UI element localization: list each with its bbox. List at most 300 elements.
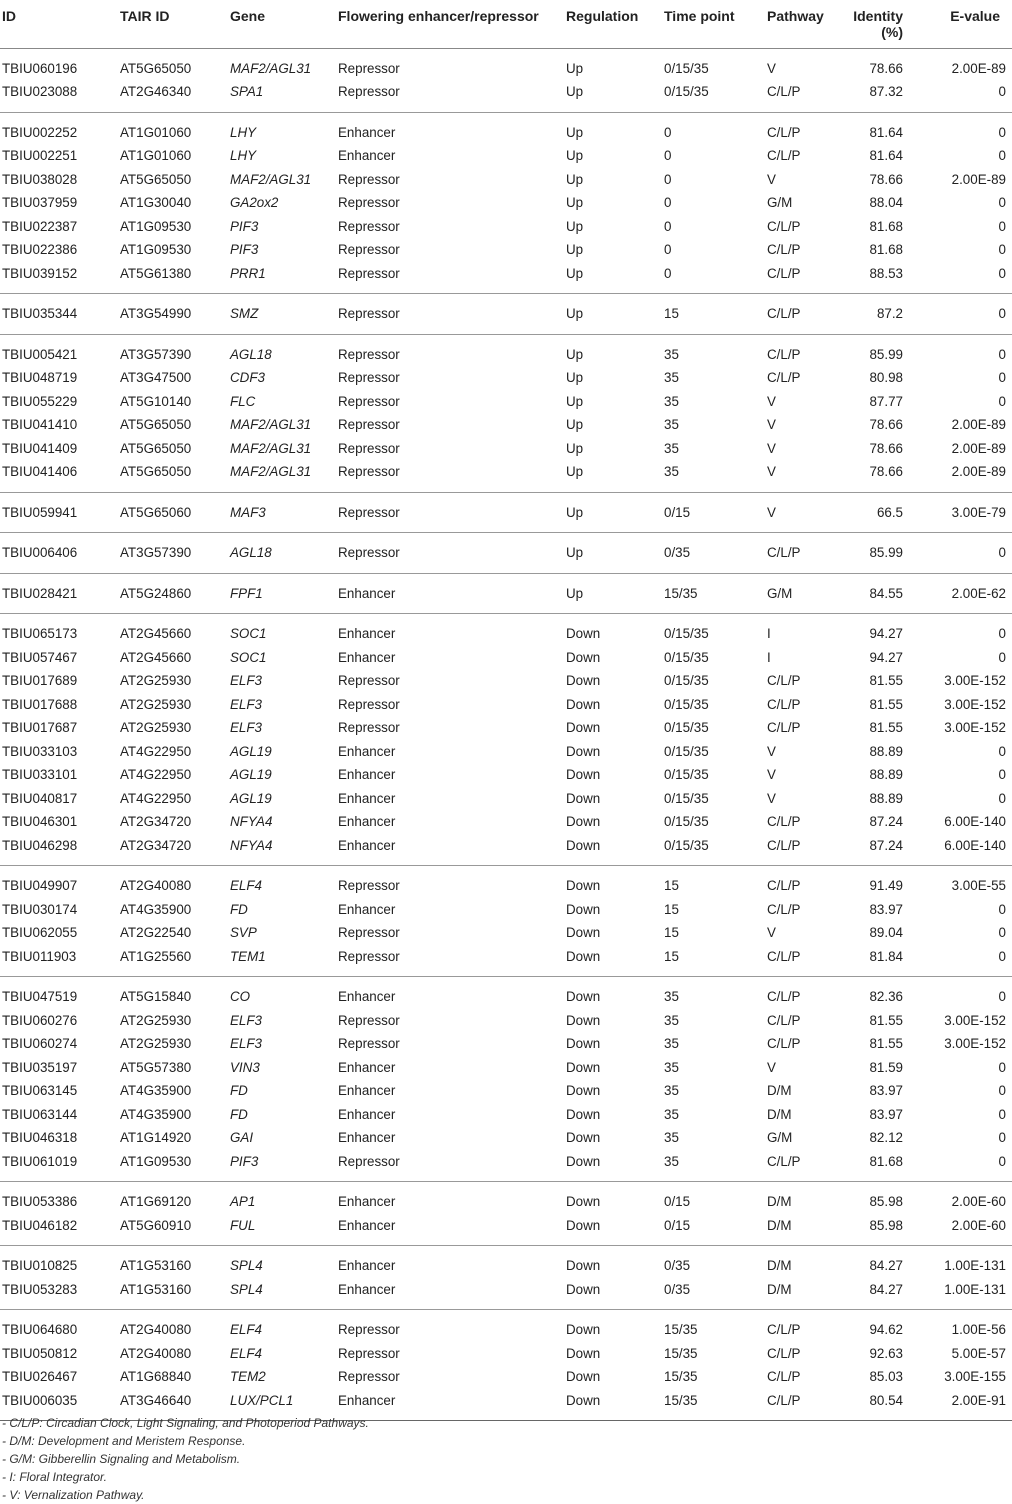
cell-flowering: Repressor: [338, 878, 400, 893]
cell-time-point: 0/15/35: [664, 814, 709, 829]
cell-identity: 80.98: [869, 370, 903, 385]
cell-flowering: Repressor: [338, 417, 400, 432]
cell-evalue: 0: [998, 790, 1006, 806]
cell-time-point: 35: [664, 393, 679, 409]
cell-evalue: 0: [998, 1059, 1006, 1075]
table-row: [0, 48, 1012, 80]
cell-pathway: C/L/P: [767, 1012, 801, 1028]
cell-regulation: Down: [566, 1130, 601, 1145]
cell-id: TBIU033101: [2, 767, 78, 782]
footnote: - D/M: Development and Meristem Response.: [2, 1434, 246, 1448]
cell-id: TBIU026467: [2, 1369, 78, 1384]
cell-id: TBIU022386: [2, 242, 78, 257]
cell-regulation: Down: [566, 720, 601, 735]
cell-tair-id: AT1G30040: [120, 195, 192, 210]
cell-flowering: Repressor: [338, 464, 400, 479]
cell-evalue: 0: [998, 649, 1006, 665]
cell-identity: 81.68: [869, 242, 903, 257]
cell-pathway: V: [767, 790, 776, 806]
cell-time-point: 35: [664, 346, 679, 362]
cell-id: TBIU041406: [2, 464, 78, 479]
cell-identity: 78.66: [869, 417, 903, 432]
cell-evalue: 0: [998, 148, 1006, 163]
table-row: [0, 1056, 1012, 1080]
cell-tair-id: AT2G40080: [120, 1345, 192, 1361]
cell-tair-id: AT3G57390: [120, 346, 192, 362]
cell-flowering: Enhancer: [338, 626, 396, 641]
cell-id: TBIU062055: [2, 925, 78, 940]
cell-flowering: Enhancer: [338, 814, 396, 829]
cell-gene: PRR1: [230, 265, 266, 281]
cell-pathway: C/L/P: [767, 84, 801, 99]
cell-tair-id: AT2G40080: [120, 1322, 192, 1337]
cell-gene: LHY: [230, 124, 257, 140]
cell-gene: MAF2/AGL31: [230, 171, 312, 187]
table-row: [0, 366, 1012, 390]
cell-gene: FUL: [230, 1217, 256, 1233]
header-evalue: E-value: [929, 0, 1012, 48]
cell-flowering: Repressor: [338, 1345, 400, 1361]
cell-identity: 80.54: [869, 1392, 903, 1408]
cell-pathway: C/L/P: [767, 218, 801, 234]
cell-time-point: 0/35: [664, 545, 691, 560]
cell-evalue: 6.00E-140: [944, 837, 1006, 853]
cell-time-point: 35: [664, 370, 679, 385]
table-row: [0, 533, 1012, 574]
cell-pathway: C/L/P: [767, 696, 801, 712]
cell-time-point: 0/35: [664, 1258, 691, 1273]
cell-evalue: 0: [998, 1153, 1006, 1169]
cell-identity: 87.2: [876, 306, 903, 321]
cell-gene: AGL19: [230, 743, 272, 759]
cell-regulation: Up: [566, 585, 584, 601]
cell-regulation: Down: [566, 1281, 601, 1297]
table-row: [0, 144, 1012, 168]
cell-gene: NFYA4: [230, 814, 273, 829]
cell-gene: CDF3: [230, 370, 265, 385]
cell-time-point: 35: [664, 1130, 679, 1145]
row-group: [0, 1310, 1012, 1421]
cell-gene: ELF3: [230, 720, 263, 735]
cell-identity: 87.24: [869, 837, 903, 853]
table-row: [0, 787, 1012, 811]
cell-tair-id: AT1G25560: [120, 948, 192, 964]
cell-regulation: Up: [566, 370, 584, 385]
cell-evalue: 2.00E-60: [951, 1217, 1006, 1233]
cell-identity: 84.27: [869, 1258, 903, 1273]
cell-id: TBIU048719: [2, 370, 78, 385]
cell-flowering: Repressor: [338, 195, 400, 210]
cell-gene: FPF1: [230, 585, 263, 601]
header-regulation: Regulation: [566, 0, 664, 48]
cell-evalue: 0: [998, 195, 1006, 210]
cell-time-point: 0/15/35: [664, 837, 709, 853]
cell-identity: 85.98: [869, 1217, 903, 1233]
cell-tair-id: AT1G09530: [120, 1153, 192, 1169]
row-group: [0, 866, 1012, 977]
cell-id: TBIU046298: [2, 837, 78, 853]
cell-id: TBIU006406: [2, 545, 78, 560]
cell-time-point: 35: [664, 1083, 679, 1098]
cell-gene: SOC1: [230, 649, 267, 665]
cell-pathway: V: [767, 743, 776, 759]
cell-regulation: Down: [566, 1258, 601, 1273]
cell-time-point: 35: [664, 1106, 679, 1122]
cell-pathway: D/M: [767, 1106, 792, 1122]
cell-time-point: 0: [664, 195, 672, 210]
cell-pathway: C/L/P: [767, 242, 801, 257]
cell-regulation: Down: [566, 814, 601, 829]
cell-time-point: 0/15: [664, 1217, 691, 1233]
cell-flowering: Enhancer: [338, 901, 396, 917]
cell-identity: 85.99: [869, 346, 903, 362]
cell-pathway: C/L/P: [767, 1392, 801, 1408]
cell-flowering: Repressor: [338, 1036, 400, 1051]
cell-time-point: 0/15/35: [664, 60, 709, 76]
cell-time-point: 0/15/35: [664, 84, 709, 99]
cell-regulation: Down: [566, 1217, 601, 1233]
cell-time-point: 0/15/35: [664, 673, 709, 688]
cell-regulation: Up: [566, 346, 584, 362]
cell-evalue: 0: [998, 545, 1006, 560]
cell-pathway: V: [767, 440, 776, 456]
cell-pathway: C/L/P: [767, 814, 801, 829]
cell-time-point: 0/15: [664, 1194, 691, 1209]
cell-pathway: C/L/P: [767, 346, 801, 362]
cell-regulation: Down: [566, 925, 601, 940]
cell-id: TBIU046301: [2, 814, 78, 829]
cell-flowering: Repressor: [338, 1369, 400, 1384]
table-row: [0, 413, 1012, 437]
cell-regulation: Down: [566, 878, 601, 893]
cell-time-point: 0: [664, 124, 672, 140]
table-row: [0, 80, 1012, 112]
cell-flowering: Repressor: [338, 948, 400, 964]
cell-identity: 66.5: [876, 504, 903, 520]
cell-evalue: 3.00E-55: [951, 878, 1006, 893]
cell-regulation: Up: [566, 545, 584, 560]
cell-evalue: 0: [998, 265, 1006, 281]
cell-id: TBIU057467: [2, 649, 78, 665]
cell-flowering: Repressor: [338, 346, 400, 362]
cell-gene: ELF4: [230, 878, 263, 893]
cell-regulation: Up: [566, 171, 584, 187]
cell-evalue: 2.00E-89: [951, 417, 1006, 432]
cell-pathway: C/L/P: [767, 878, 801, 893]
table-row: [0, 1103, 1012, 1127]
cell-identity: 88.89: [869, 767, 903, 782]
cell-regulation: Down: [566, 1322, 601, 1337]
cell-regulation: Up: [566, 195, 584, 210]
cell-id: TBIU061019: [2, 1153, 78, 1169]
cell-gene: CO: [230, 989, 251, 1004]
table-row: [0, 1150, 1012, 1182]
cell-gene: AGL18: [230, 346, 272, 362]
cell-time-point: 0: [664, 218, 672, 234]
cell-evalue: 0: [998, 743, 1006, 759]
cell-regulation: Up: [566, 440, 584, 456]
cell-gene: AP1: [230, 1194, 256, 1209]
cell-regulation: Down: [566, 1369, 601, 1384]
cell-time-point: 35: [664, 464, 679, 479]
table-row: [0, 1182, 1012, 1214]
cell-pathway: V: [767, 393, 776, 409]
cell-regulation: Up: [566, 124, 584, 140]
cell-evalue: 1.00E-131: [944, 1281, 1006, 1297]
cell-gene: PIF3: [230, 218, 259, 234]
cell-identity: 81.84: [869, 948, 903, 964]
cell-gene: LHY: [230, 148, 257, 163]
footnote: - C/L/P: Circadian Clock, Light Signaling, and Photoperiod Pathways.: [2, 1416, 369, 1430]
cell-identity: 83.97: [869, 1106, 903, 1122]
cell-identity: 78.66: [869, 60, 903, 76]
cell-gene: ELF3: [230, 1012, 263, 1028]
cell-flowering: Enhancer: [338, 585, 396, 601]
cell-tair-id: AT4G22950: [120, 767, 192, 782]
cell-evalue: 0: [998, 901, 1006, 917]
cell-evalue: 2.00E-89: [951, 440, 1006, 456]
cell-gene: PIF3: [230, 1153, 259, 1169]
cell-gene: FD: [230, 1083, 248, 1098]
cell-id: TBIU063144: [2, 1106, 78, 1122]
cell-flowering: Repressor: [338, 696, 400, 712]
cell-time-point: 0/15/35: [664, 720, 709, 735]
cell-time-point: 35: [664, 1012, 679, 1028]
cell-flowering: Enhancer: [338, 837, 396, 853]
cell-flowering: Enhancer: [338, 989, 396, 1004]
cell-gene: NFYA4: [230, 837, 273, 853]
cell-time-point: 0: [664, 171, 672, 187]
cell-time-point: 15: [664, 948, 679, 964]
cell-identity: 81.59: [869, 1059, 903, 1075]
cell-regulation: Down: [566, 649, 601, 665]
cell-tair-id: AT5G65050: [120, 464, 192, 479]
cell-pathway: C/L/P: [767, 1322, 801, 1337]
table-row: [0, 437, 1012, 461]
cell-tair-id: AT1G68840: [120, 1369, 192, 1384]
cell-evalue: 5.00E-57: [951, 1345, 1006, 1361]
cell-id: TBIU038028: [2, 171, 78, 187]
cell-id: TBIU002252: [2, 124, 78, 140]
cell-pathway: V: [767, 464, 776, 479]
cell-pathway: C/L/P: [767, 1036, 801, 1051]
cell-flowering: Repressor: [338, 925, 400, 940]
table-row: [0, 1126, 1012, 1150]
cell-gene: TEM1: [230, 948, 266, 964]
table-row: [0, 669, 1012, 693]
cell-identity: 94.27: [869, 626, 903, 641]
header-identity: Identity (%): [847, 0, 929, 48]
cell-pathway: C/L/P: [767, 673, 801, 688]
cell-id: TBIU002251: [2, 148, 78, 163]
cell-time-point: 15/35: [664, 1369, 698, 1384]
cell-time-point: 35: [664, 989, 679, 1004]
cell-flowering: Enhancer: [338, 649, 396, 665]
cell-regulation: Down: [566, 1345, 601, 1361]
cell-gene: FLC: [230, 393, 256, 409]
cell-flowering: Repressor: [338, 720, 400, 735]
cell-evalue: 0: [998, 626, 1006, 641]
table-row: [0, 215, 1012, 239]
cell-flowering: Enhancer: [338, 1194, 396, 1209]
cell-flowering: Enhancer: [338, 124, 396, 140]
cell-tair-id: AT1G14920: [120, 1130, 192, 1145]
cell-pathway: D/M: [767, 1083, 792, 1098]
cell-pathway: V: [767, 767, 776, 782]
cell-tair-id: AT5G65050: [120, 60, 192, 76]
cell-id: TBIU041409: [2, 440, 78, 456]
cell-tair-id: AT4G22950: [120, 743, 192, 759]
cell-tair-id: AT5G61380: [120, 265, 192, 281]
cell-gene: AGL19: [230, 767, 272, 782]
table-footnotes: [2, 1414, 369, 1504]
cell-identity: 82.12: [869, 1130, 903, 1145]
cell-time-point: 15/35: [664, 1392, 698, 1408]
cell-regulation: Down: [566, 1012, 601, 1028]
table-row: [0, 763, 1012, 787]
cell-id: TBIU063145: [2, 1083, 78, 1098]
cell-gene: SPL4: [230, 1281, 263, 1297]
cell-identity: 78.66: [869, 440, 903, 456]
cell-regulation: Down: [566, 1036, 601, 1051]
cell-time-point: 35: [664, 1059, 679, 1075]
cell-pathway: C/L/P: [767, 989, 801, 1004]
cell-tair-id: AT5G10140: [120, 393, 192, 409]
footnote: - V: Vernalization Pathway.: [2, 1488, 145, 1502]
cell-evalue: 0: [998, 948, 1006, 964]
cell-evalue: 3.00E-152: [944, 720, 1006, 735]
cell-identity: 94.62: [869, 1322, 903, 1337]
table-row: [0, 834, 1012, 866]
cell-gene: SOC1: [230, 626, 267, 641]
cell-evalue: 1.00E-131: [944, 1258, 1006, 1273]
table-row: [0, 112, 1012, 144]
cell-flowering: Enhancer: [338, 1258, 396, 1273]
cell-regulation: Down: [566, 1392, 601, 1408]
cell-identity: 87.32: [869, 84, 903, 99]
cell-flowering: Repressor: [338, 218, 400, 234]
row-group: [0, 977, 1012, 1182]
cell-gene: LUX/PCL1: [230, 1392, 294, 1408]
cell-flowering: Repressor: [338, 370, 400, 385]
cell-evalue: 0: [998, 346, 1006, 362]
cell-flowering: Repressor: [338, 1322, 400, 1337]
cell-gene: AGL19: [230, 790, 272, 806]
table-row: [0, 262, 1012, 294]
cell-identity: 81.55: [869, 1012, 903, 1028]
table-row: [0, 1342, 1012, 1366]
cell-flowering: Repressor: [338, 242, 400, 257]
cell-tair-id: AT5G65050: [120, 171, 192, 187]
cell-time-point: 0/15/35: [664, 626, 709, 641]
row-group: [0, 533, 1012, 574]
cell-evalue: 3.00E-79: [951, 504, 1006, 520]
cell-time-point: 35: [664, 440, 679, 456]
table-row: [0, 866, 1012, 898]
cell-evalue: 0: [998, 1106, 1006, 1122]
cell-evalue: 0: [998, 306, 1006, 321]
cell-pathway: I: [767, 649, 771, 665]
cell-evalue: 0: [998, 767, 1006, 782]
cell-evalue: 2.00E-89: [951, 60, 1006, 76]
cell-tair-id: AT3G57390: [120, 545, 192, 560]
row-group: [0, 48, 1012, 112]
cell-time-point: 35: [664, 1153, 679, 1169]
header-tair-id: TAIR ID: [120, 0, 230, 48]
cell-time-point: 0/15/35: [664, 767, 709, 782]
cell-time-point: 15: [664, 306, 679, 321]
cell-identity: 81.55: [869, 1036, 903, 1051]
cell-id: TBIU065173: [2, 626, 78, 641]
cell-id: TBIU017689: [2, 673, 78, 688]
cell-gene: MAF2/AGL31: [230, 417, 312, 432]
table-row: [0, 693, 1012, 717]
cell-evalue: 3.00E-152: [944, 673, 1006, 688]
cell-id: TBIU022387: [2, 218, 78, 234]
cell-tair-id: AT2G25930: [120, 696, 192, 712]
cell-tair-id: AT2G34720: [120, 814, 192, 829]
cell-tair-id: AT1G09530: [120, 218, 192, 234]
cell-identity: 87.77: [869, 393, 903, 409]
cell-regulation: Up: [566, 504, 584, 520]
row-group: [0, 573, 1012, 614]
cell-identity: 78.66: [869, 464, 903, 479]
cell-identity: 83.97: [869, 1083, 903, 1098]
cell-gene: SVP: [230, 925, 257, 940]
cell-identity: 89.04: [869, 925, 903, 940]
cell-evalue: 3.00E-155: [944, 1369, 1006, 1384]
cell-identity: 88.89: [869, 790, 903, 806]
row-group: [0, 614, 1012, 866]
cell-flowering: Repressor: [338, 393, 400, 409]
table-header: [0, 0, 1012, 48]
cell-tair-id: AT2G34720: [120, 837, 192, 853]
cell-pathway: C/L/P: [767, 1153, 801, 1169]
cell-tair-id: AT1G09530: [120, 242, 192, 257]
cell-tair-id: AT5G65050: [120, 440, 192, 456]
cell-time-point: 0: [664, 148, 672, 163]
cell-pathway: C/L/P: [767, 1369, 801, 1384]
cell-id: TBIU055229: [2, 393, 78, 409]
header-gene: Gene: [230, 0, 338, 48]
cell-flowering: Repressor: [338, 60, 400, 76]
cell-regulation: Down: [566, 790, 601, 806]
cell-gene: SPA1: [230, 84, 264, 99]
cell-time-point: 0/15/35: [664, 790, 709, 806]
cell-identity: 81.68: [869, 218, 903, 234]
cell-gene: ELF4: [230, 1322, 263, 1337]
table-row: [0, 294, 1012, 335]
table-row: [0, 614, 1012, 646]
row-group: [0, 112, 1012, 294]
cell-regulation: Down: [566, 767, 601, 782]
cell-time-point: 0/15/35: [664, 743, 709, 759]
cell-tair-id: AT2G46340: [120, 84, 192, 99]
table-row: [0, 646, 1012, 670]
cell-identity: 78.66: [869, 171, 903, 187]
cell-flowering: Enhancer: [338, 1106, 396, 1122]
cell-pathway: C/L/P: [767, 148, 801, 163]
cell-tair-id: AT4G22950: [120, 790, 192, 806]
cell-evalue: 0: [998, 370, 1006, 385]
cell-identity: 84.27: [869, 1281, 903, 1297]
cell-tair-id: AT2G22540: [120, 925, 192, 940]
table-row: [0, 921, 1012, 945]
cell-identity: 94.27: [869, 649, 903, 665]
cell-evalue: 6.00E-140: [944, 814, 1006, 829]
cell-evalue: 0: [998, 218, 1006, 234]
cell-time-point: 0/15/35: [664, 649, 709, 665]
